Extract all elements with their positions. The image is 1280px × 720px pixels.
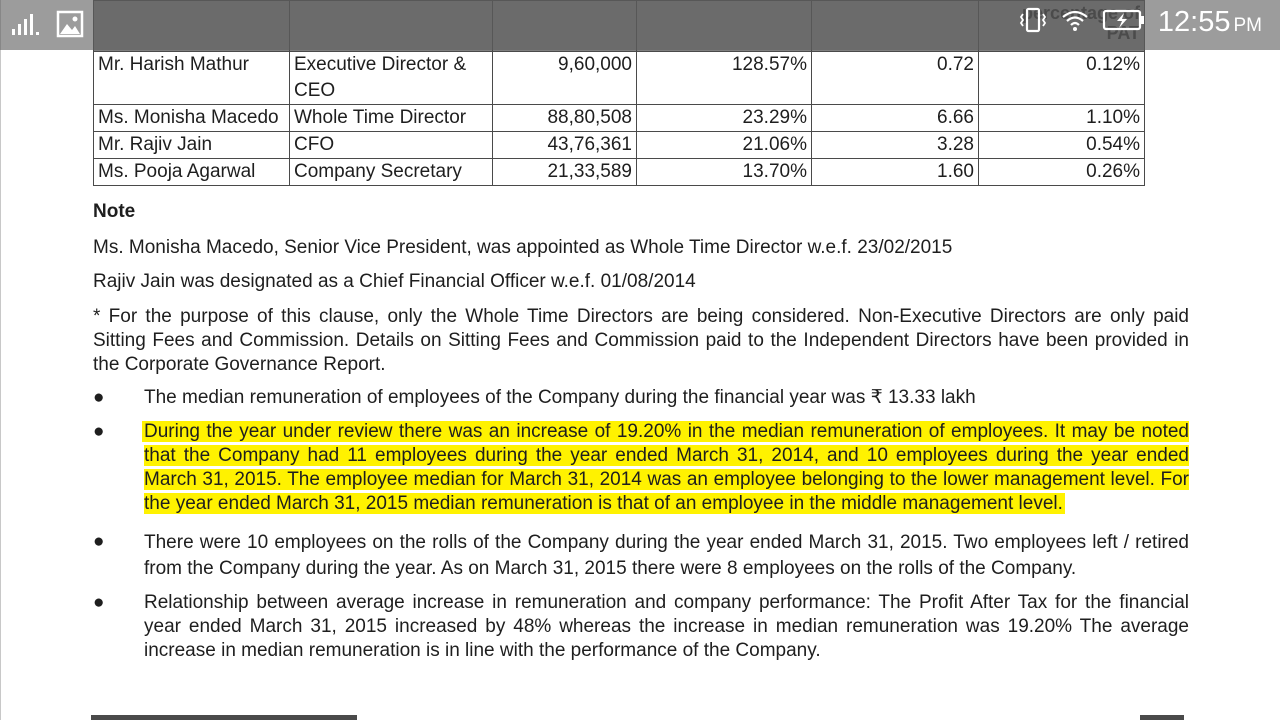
bullet-text-highlighted <box>144 420 1189 516</box>
battery-charging-icon <box>1102 6 1146 39</box>
image-icon <box>56 10 84 43</box>
cell-name: Mr. Harish Mathur <box>94 52 290 105</box>
note-line-appointment: Ms. Monisha Macedo, Senior Vice President, was appointed as Whole Time Director w.e.f. 23/02/2015 <box>93 237 953 258</box>
cell-increase: 23.29% <box>637 105 812 132</box>
note-clause: * For the purpose of this clause, only the Whole Time Directors are being considered. Non-Executive Directors are only paid Sitting Fees and Commission. Details on Sitting Fees and Commission paid to the Independent Directors have been provided in the Corporate Governance Report. <box>93 306 1189 375</box>
bullet-text: Relationship between average increase in remuneration and company performance: The Profit After Tax for the financial year ended March 31, 2015 increased by 48% whereas the increase in median remuneration was 19.20% The average increase in median remuneration is in line with the performance of the Company. <box>144 592 1189 661</box>
cell-designation: Executive Director & CEO <box>290 52 493 105</box>
clock-ampm: PM <box>1233 15 1262 36</box>
cell-designation: Company Secretary <box>290 159 493 186</box>
table-row <box>94 159 1145 186</box>
clock <box>1158 6 1262 39</box>
cell-increase: 13.70% <box>637 159 812 186</box>
table-row <box>94 105 1145 132</box>
status-bar <box>0 0 1280 50</box>
bullet-dot: ● <box>93 592 105 613</box>
signal-icon <box>10 11 42 42</box>
cell-remuneration: 9,60,000 <box>493 52 637 105</box>
cell-remuneration: 21,33,589 <box>493 159 637 186</box>
cell-ratio: 3.28 <box>812 132 979 159</box>
bullet-dot: ● <box>93 421 105 442</box>
bullet-dot: ● <box>93 387 105 408</box>
highlighted-text: During the year under review there was an increase of 19.20% in the median remuneration of employees. It may be noted that the Company had 11 employees during the year ended March 31, 2014, and 10 employees during the year ended March 31, 2015. The employee median for March 31, 2014 was an employee belonging to the lower management level. For the year ended March 31, 2015 median remuneration is that of an employee in the middle management level. <box>144 421 1189 514</box>
status-bar-right <box>1018 6 1262 39</box>
cell-designation: Whole Time Director <box>290 105 493 132</box>
cell-ratio: 1.60 <box>812 159 979 186</box>
clock-time: 12:55 <box>1157 6 1231 38</box>
cell-name: Ms. Monisha Macedo <box>94 105 290 132</box>
cell-name: Ms. Pooja Agarwal <box>94 159 290 186</box>
table-row <box>94 52 1145 105</box>
bullet-text: There were 10 employees on the rolls of the Company during the year ended March 31, 2015. Two employees left / retired from the Company during the year. As on March 31, 2015 there were 8 employees on the rolls of the Company. <box>144 532 1189 579</box>
cell-ratio: 0.72 <box>812 52 979 105</box>
note-line-designation: Rajiv Jain was designated as a Chief Financial Officer w.e.f. 01/08/2014 <box>93 271 696 292</box>
horizontal-scrollbar-right[interactable] <box>1140 715 1184 720</box>
cell-ratio: 6.66 <box>812 105 979 132</box>
bullet-dot: ● <box>93 531 105 552</box>
cell-pat: 0.54% <box>979 132 1145 159</box>
cell-designation: CFO <box>290 132 493 159</box>
vibrate-icon <box>1018 6 1048 39</box>
cell-remuneration: 88,80,508 <box>493 105 637 132</box>
status-bar-left <box>10 10 84 43</box>
horizontal-scrollbar-left[interactable] <box>91 715 357 720</box>
cell-remuneration: 43,76,361 <box>493 132 637 159</box>
cell-pat: 0.12% <box>979 52 1145 105</box>
bullet-text: The median remuneration of employees of the Company during the financial year was ₹ 13.33 lakh <box>144 387 976 408</box>
note-heading: Note <box>93 201 136 222</box>
table-row <box>94 132 1145 159</box>
wifi-icon <box>1060 6 1090 39</box>
cell-increase: 21.06% <box>637 132 812 159</box>
page-edge <box>0 0 1 720</box>
cell-pat: 0.26% <box>979 159 1145 186</box>
cell-increase: 128.57% <box>637 52 812 105</box>
cell-pat: 1.10% <box>979 105 1145 132</box>
cell-name: Mr. Rajiv Jain <box>94 132 290 159</box>
